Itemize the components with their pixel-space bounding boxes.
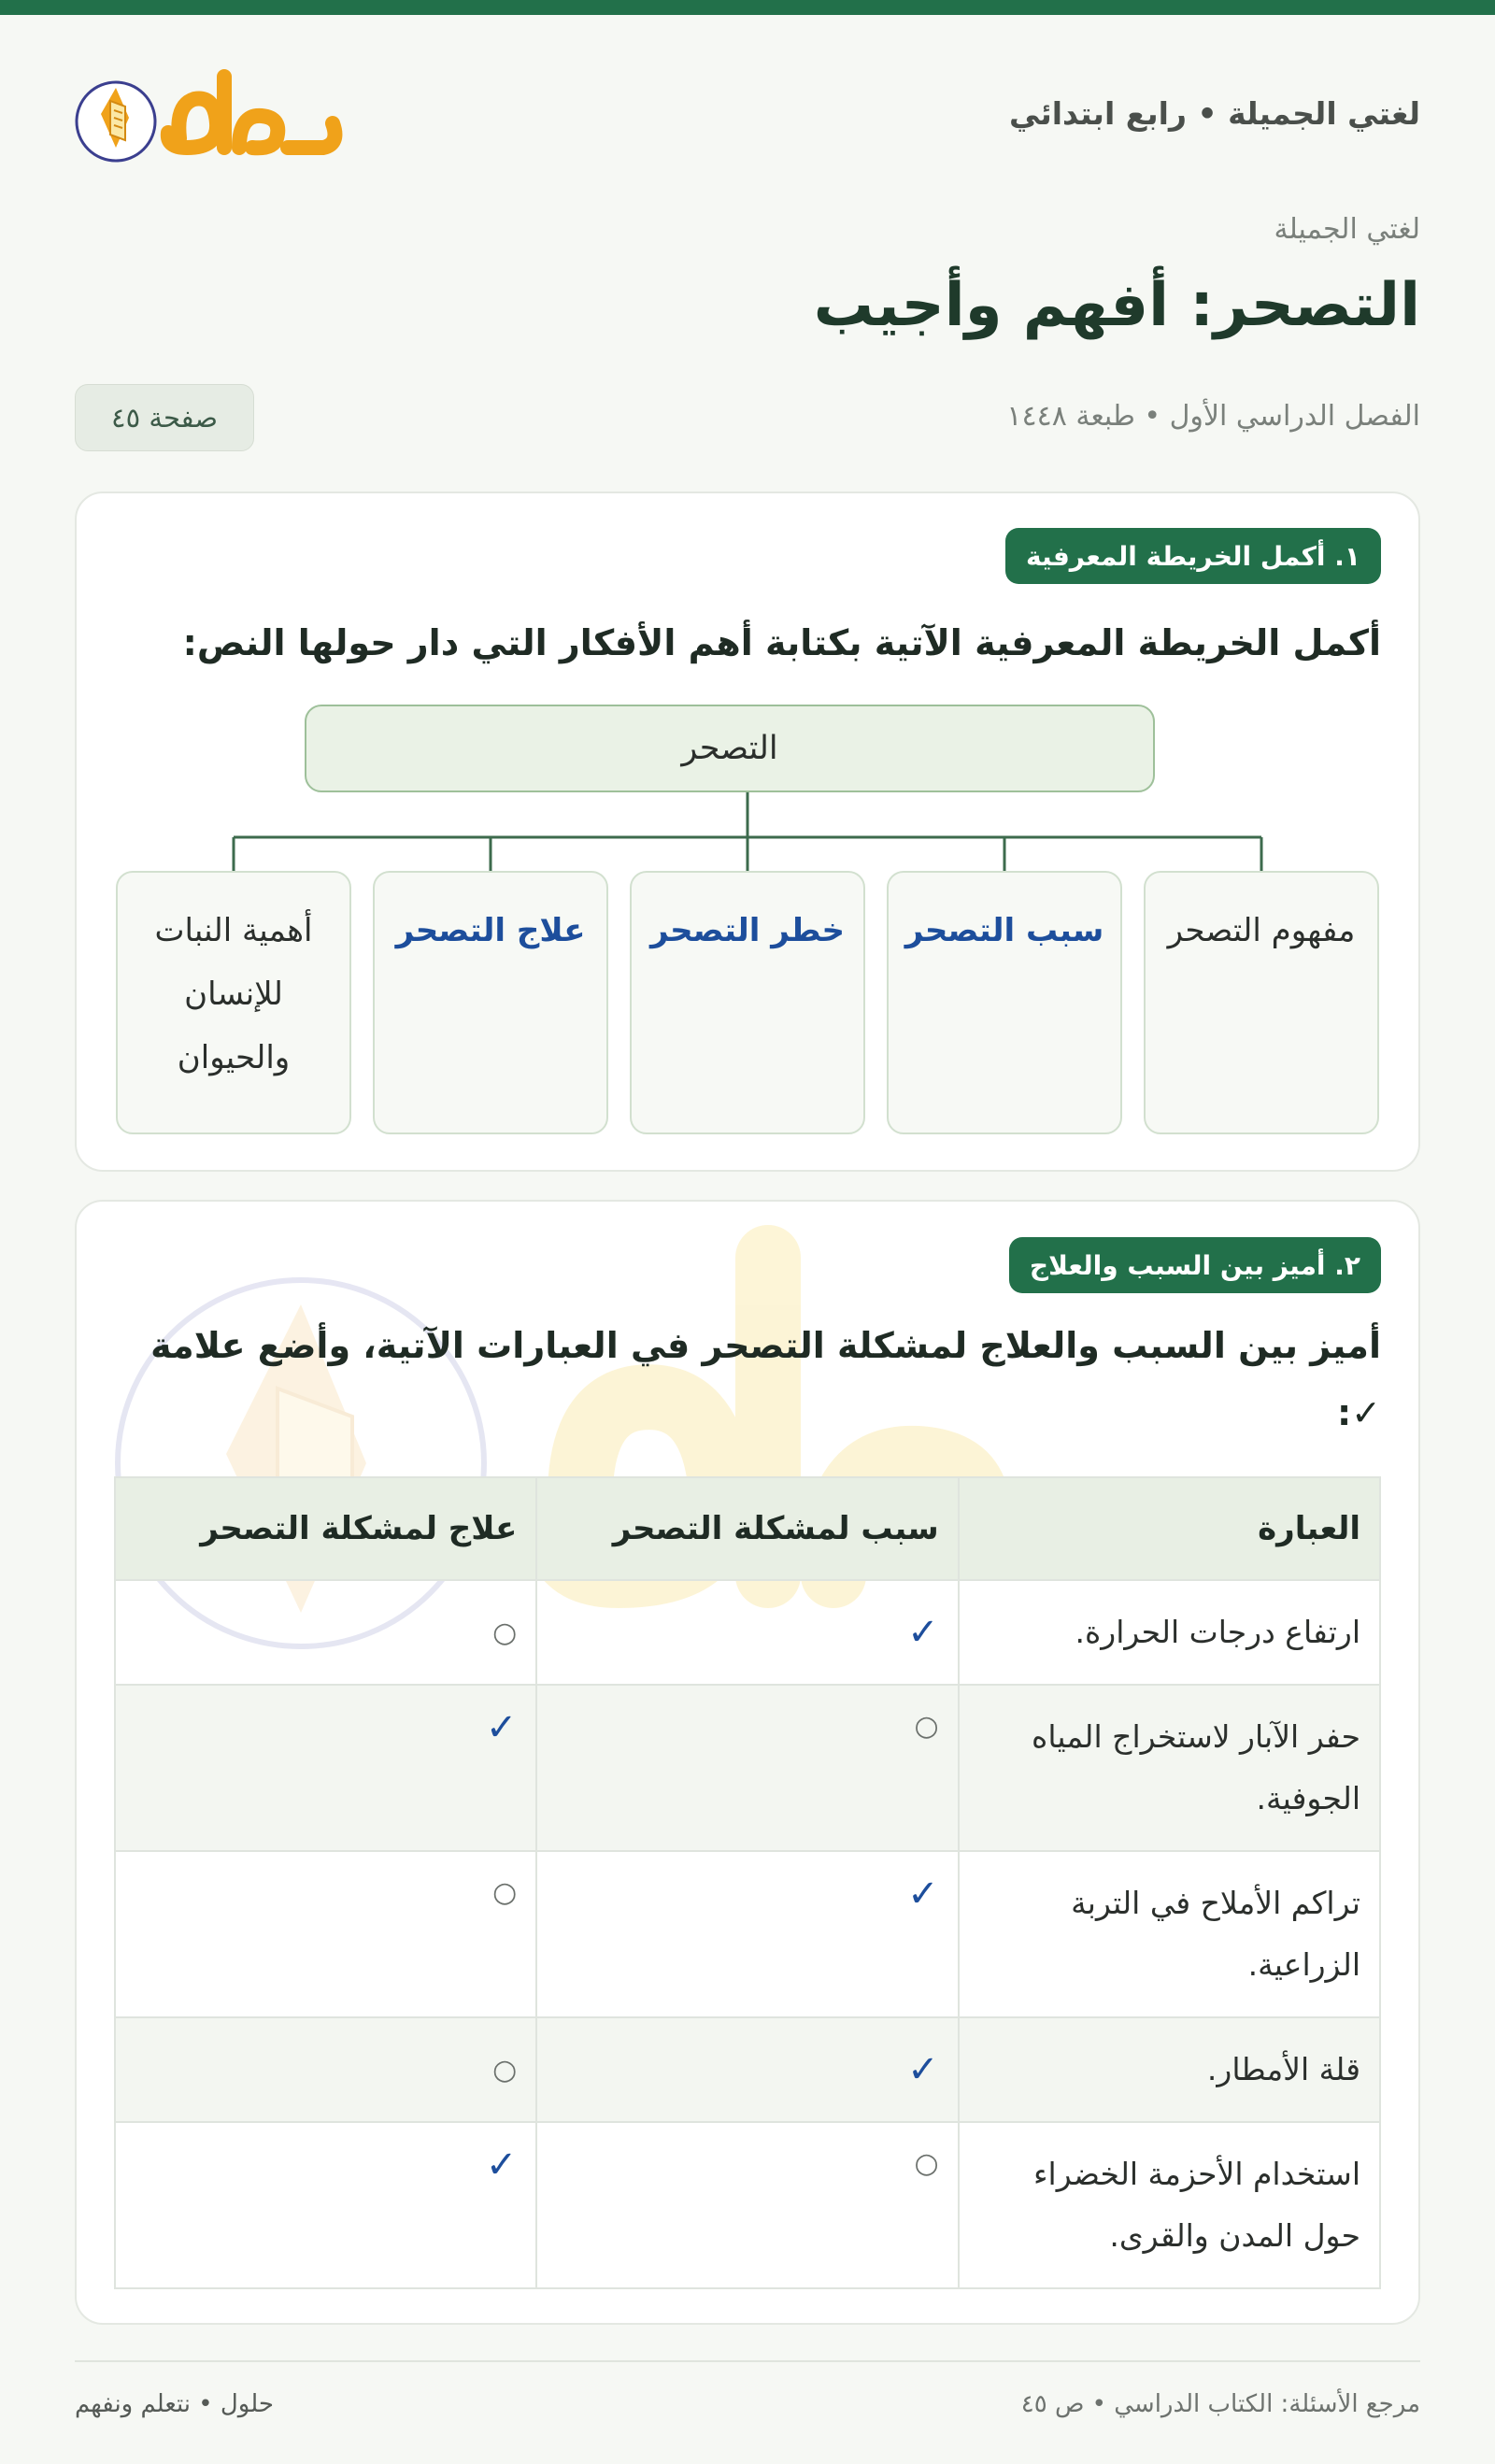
checkmark-icon: ✓ — [907, 1873, 939, 1916]
cause-remedy-table — [114, 1476, 1381, 2289]
empty-circle-icon: ○ — [914, 2147, 939, 2180]
empty-circle-icon: ○ — [492, 2053, 518, 2087]
empty-circle-icon: ○ — [914, 1710, 939, 1743]
section-1-pill: ١. أكمل الخريطة المعرفية — [1005, 528, 1381, 584]
section-2-pill: ٢. أميز بين السبب والعلاج — [1009, 1237, 1381, 1293]
table-header-row — [116, 1478, 1379, 1579]
header-cause: سبب لمشكلة التصحر — [535, 1478, 957, 1579]
empty-circle-icon: ○ — [492, 1616, 518, 1649]
page-number-badge: صفحة ٤٥ — [75, 384, 254, 451]
concept-map-root: التصحر — [305, 705, 1155, 792]
statement-cell: ارتفاع درجات الحرارة. — [958, 1581, 1379, 1684]
top-accent-bar — [0, 0, 1495, 15]
concept-map-card — [75, 491, 1420, 1172]
statement-cell: حفر الآبار لاستخراج المياه الجوفية. — [958, 1686, 1379, 1850]
header-remedy: علاج لمشكلة التصحر — [200, 1510, 518, 1547]
map-branch-4: علاج التصحر — [373, 871, 608, 1134]
table-row — [116, 1684, 1379, 1850]
subject-label: لغتي الجميلة — [1274, 213, 1420, 246]
footer-divider — [75, 2360, 1420, 2362]
cause-remedy-card — [75, 1200, 1420, 2325]
footer-reference: مرجع الأسئلة: الكتاب الدراسي • ص ٤٥ — [1020, 2390, 1420, 2418]
table-row — [116, 1850, 1379, 2016]
table-row — [116, 2016, 1379, 2121]
footer-brand: حلول • نتعلم ونفهم — [75, 2390, 274, 2418]
statement-cell: استخدام الأحزمة الخضراء حول المدن والقرى. — [958, 2123, 1379, 2287]
table-row — [116, 1579, 1379, 1684]
section-1-question: أكمل الخريطة المعرفية الآتية بكتابة أهم الأفكار التي دار حولها النص: — [182, 622, 1381, 663]
statement-cell: قلة الأمطار. — [958, 2018, 1379, 2121]
checkmark-icon: ✓ — [485, 1706, 518, 1749]
table-row — [116, 2121, 1379, 2287]
book-label: لغتي الجميلة • رابع ابتدائي — [1008, 95, 1420, 132]
header-statement: العبارة — [958, 1478, 1379, 1579]
map-branch-2: سبب التصحر — [887, 871, 1122, 1134]
map-branch-1: مفهوم التصحر — [1144, 871, 1379, 1134]
page-header — [75, 58, 1420, 179]
page-title: التصحر: أفهم وأجيب — [813, 271, 1420, 340]
term-label: الفصل الدراسي الأول • طبعة ١٤٤٨ — [1006, 400, 1420, 433]
map-branch-3: خطر التصحر — [630, 871, 865, 1134]
checkmark-icon: ✓ — [907, 1611, 939, 1654]
checkmark-icon: ✓ — [485, 2144, 518, 2186]
checkmark-icon: ✓ — [907, 2048, 939, 2091]
section-2-question: أميز بين السبب والعلاج لمشكلة التصحر في العبارات الآتية، وأضع علامة ✓: — [150, 1325, 1381, 1433]
hulul-logo — [75, 58, 346, 179]
empty-circle-icon: ○ — [492, 1876, 518, 1909]
map-branch-5: أهمية النبات للإنسان والحيوان — [116, 871, 351, 1134]
statement-cell: تراكم الأملاح في التربة الزراعية. — [958, 1852, 1379, 2016]
